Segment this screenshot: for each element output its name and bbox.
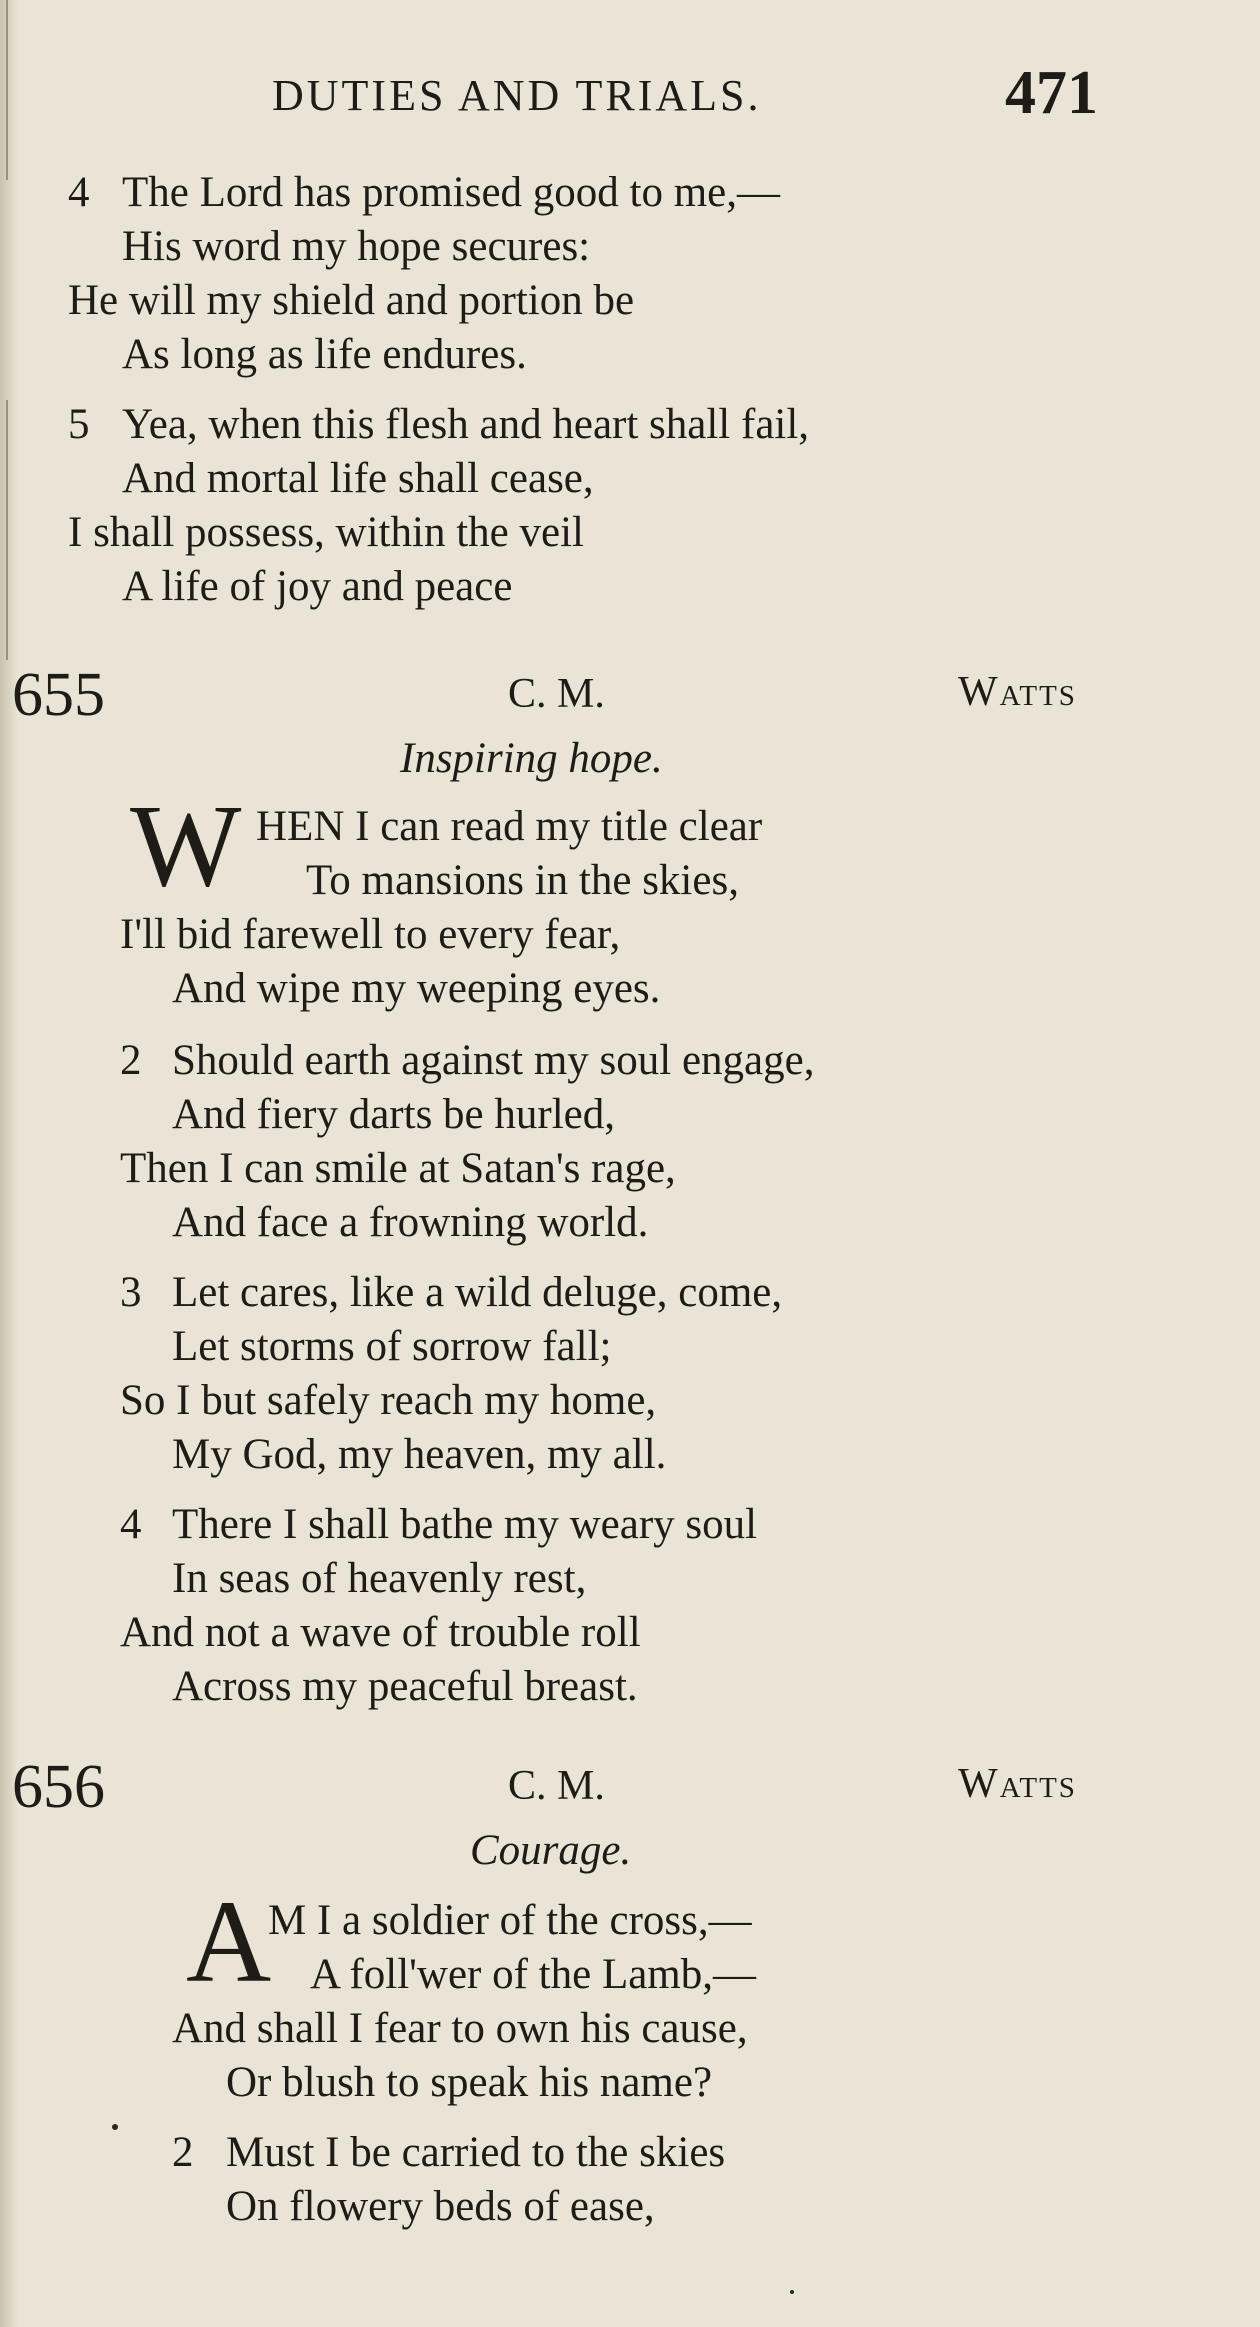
drop-cap: W <box>130 780 242 911</box>
hymn-meter: C. M. <box>508 1763 605 1809</box>
drop-cap: A <box>186 1876 272 2007</box>
verse-line: A life of joy and peace <box>122 563 513 610</box>
stanza-number: 4 <box>120 1501 142 1548</box>
running-title: DUTIES AND TRIALS. <box>272 71 762 120</box>
hymn-author: Watts <box>958 669 1077 715</box>
hymn-title: Courage. <box>470 1827 632 1874</box>
hymn-author: Watts <box>958 1761 1077 1807</box>
hymn-number: 655 <box>12 661 105 729</box>
stanza-number: 2 <box>120 1037 142 1084</box>
verse-line: And fiery darts be hurled, <box>172 1091 615 1138</box>
verse-line: Across my peaceful breast. <box>172 1663 638 1710</box>
hymn-meter: C. M. <box>508 671 605 717</box>
verse-line: Yea, when this flesh and heart shall fail, <box>122 401 810 448</box>
verse-line: HEN I can read my title clear <box>256 803 763 850</box>
verse-line: I'll bid farewell to every fear, <box>120 911 621 958</box>
verse-line: To mansions in the skies, <box>306 857 739 904</box>
page-number: 471 <box>1005 59 1098 127</box>
verse-line: The Lord has promised good to me,— <box>122 169 781 216</box>
verse-line: Should earth against my soul engage, <box>172 1037 815 1084</box>
stanza-number: 3 <box>120 1269 142 1316</box>
verse-line: So I but safely reach my home, <box>120 1377 657 1424</box>
verse-line: And wipe my weeping eyes. <box>172 965 661 1012</box>
verse-line: Let storms of sorrow fall; <box>172 1323 612 1370</box>
stanza-number: 4 <box>68 169 90 216</box>
verse-line: And shall I fear to own his cause, <box>172 2005 748 2052</box>
hymn-number: 656 <box>12 1753 105 1821</box>
margin-rule <box>6 400 8 660</box>
ink-speck <box>112 2124 118 2130</box>
page-edge <box>0 0 18 2327</box>
verse-line: On flowery beds of ease, <box>226 2183 655 2230</box>
verse-line: Let cares, like a wild deluge, come, <box>172 1269 783 1316</box>
stanza-number: 5 <box>68 401 90 448</box>
verse-line: As long as life endures. <box>122 331 527 378</box>
verse-line: He will my shield and portion be <box>68 277 635 324</box>
ink-speck <box>790 2290 794 2294</box>
verse-line: And face a frowning world. <box>172 1199 649 1246</box>
margin-rule <box>6 0 8 180</box>
verse-line: And mortal life shall cease, <box>122 455 594 502</box>
verse-line: I shall possess, within the veil <box>68 509 584 556</box>
hymn-title: Inspiring hope. <box>400 735 663 782</box>
verse-line: Or blush to speak his name? <box>226 2059 713 2106</box>
verse-line: In seas of heavenly rest, <box>172 1555 587 1602</box>
verse-line: Then I can smile at Satan's rage, <box>120 1145 676 1192</box>
verse-line: My God, my heaven, my all. <box>172 1431 667 1478</box>
stanza-number: 2 <box>172 2129 194 2176</box>
verse-line: There I shall bathe my weary soul <box>172 1501 758 1548</box>
verse-line: M I a soldier of the cross,— <box>268 1897 752 1944</box>
verse-line: Must I be carried to the skies <box>226 2129 726 2176</box>
verse-line: His word my hope secures: <box>122 223 591 270</box>
verse-line: A foll'wer of the Lamb,— <box>310 1951 756 1998</box>
verse-line: And not a wave of trouble roll <box>120 1609 641 1656</box>
